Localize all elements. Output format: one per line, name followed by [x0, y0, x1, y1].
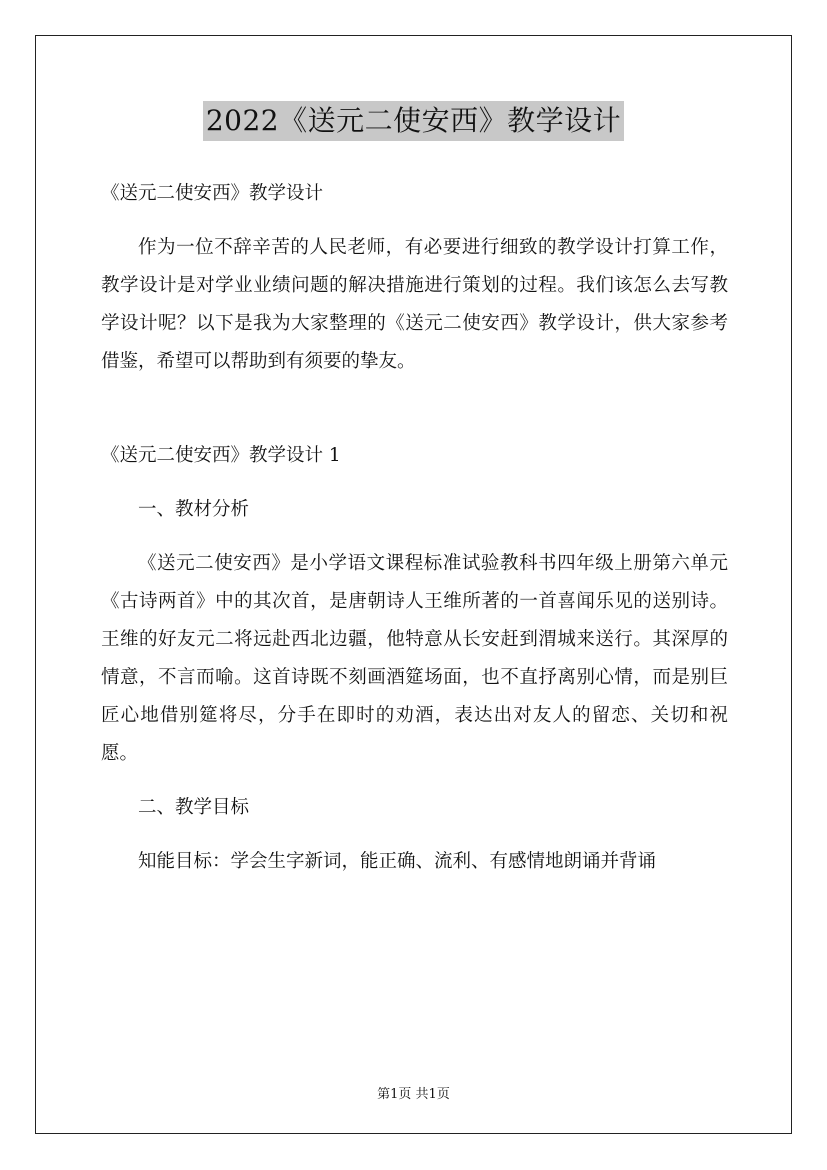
page-footer: 第1页 共1页	[377, 1087, 450, 1102]
document-body	[101, 175, 728, 881]
part2-paragraph: 知能目标：学会生字新词，能正确、流利、有感情地朗诵并背诵	[138, 851, 657, 872]
section-heading: 《送元二使安西》教学设计 1	[101, 445, 341, 466]
document-title: 2022《送元二使安西》教学设计	[203, 101, 624, 141]
subtitle: 《送元二使安西》教学设计	[101, 183, 324, 204]
intro-paragraph: 作为一位不辞辛苦的人民老师，有必要进行细致的教学设计打算工作，教学设计是对学业业绩问题的解决措施进行策划的过程。我们该怎么去写教学设计呢？以下是我为大家整理的《送元二使安西》教学设计，供大家参考借鉴，希望可以帮助到有须要的挚友。	[101, 237, 728, 372]
part1-paragraph: 《送元二使安西》是小学语文课程标准试验教科书四年级上册第六单元《古诗两首》中的其次首，是唐朝诗人王维所著的一首喜闻乐见的送别诗。王维的好友元二将远赴西北边疆，他特意从长安赶到渭城来送行。其深厚的情意，不言而喻。这首诗既不刻画酒筵场面，也不直抒离别心情，而是别巨匠心地借别筵将尽，分手在即时的劝酒，表达出对友人的留恋、关切和祝愿。	[101, 553, 728, 764]
part1-heading: 一、教材分析	[138, 499, 250, 520]
part2-heading: 二、教学目标	[138, 797, 250, 818]
document-title-wrapper	[0, 101, 827, 141]
